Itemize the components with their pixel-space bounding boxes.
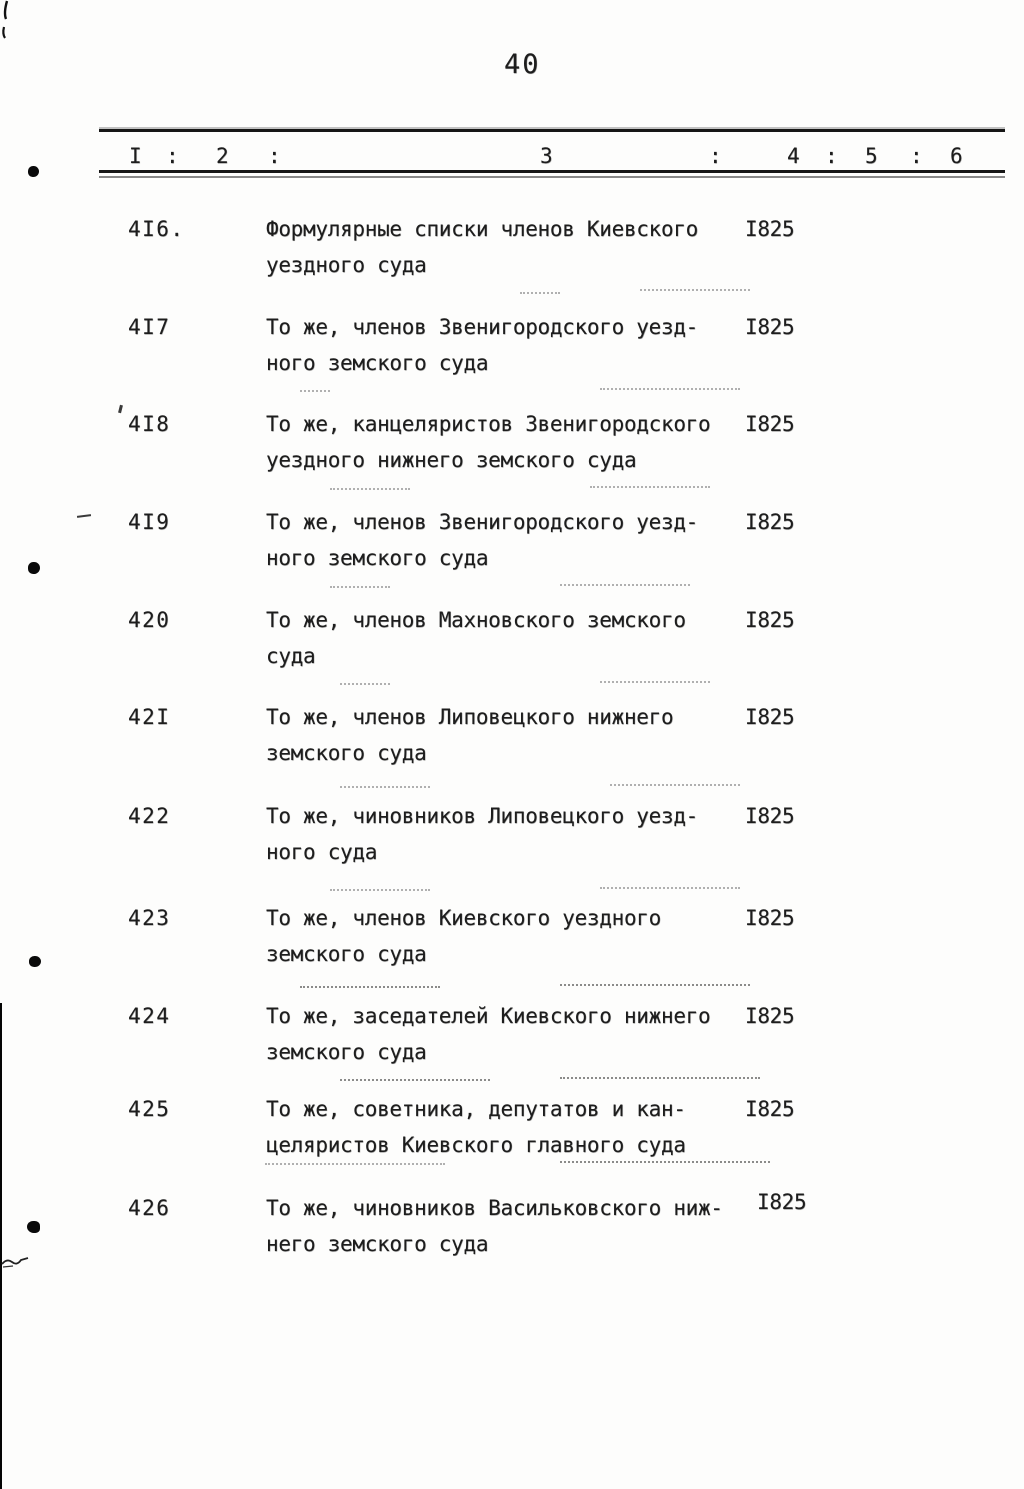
entry-description-line: То же, членов Махновского земского [266, 608, 686, 632]
page-number: 40 [504, 49, 541, 80]
entry-description-line: суда [266, 644, 316, 668]
table-row [0, 602, 1024, 682]
entry-number: 4I7 [128, 315, 171, 339]
entry-year: I825 [745, 705, 795, 729]
scan-noise [600, 887, 740, 889]
entry-description [266, 1190, 723, 1262]
entry-description-line: То же, чиновников Липовецкого уезд- [266, 804, 699, 828]
scan-noise [340, 786, 430, 788]
entry-description [266, 211, 698, 283]
entry-description [266, 406, 710, 478]
pen-stroke-artifact [0, 0, 16, 50]
table-row [0, 211, 1024, 291]
column-header-5: 5 [865, 144, 878, 168]
entry-description [266, 504, 698, 576]
entry-year: I825 [745, 315, 795, 339]
entry-description-line: То же, канцеляристов Звенигородского [266, 412, 711, 436]
column-header-3: 3 [540, 144, 553, 168]
entry-description [266, 798, 698, 870]
table-row [0, 309, 1024, 389]
entry-description [266, 309, 698, 381]
ink-dot-artifact [28, 562, 40, 574]
column-header-2: 2 [216, 144, 229, 168]
entry-description-line: То же, членов Звенигородского уезд- [266, 315, 699, 339]
table-row [0, 798, 1024, 878]
table-row [0, 406, 1024, 486]
entry-year: I825 [745, 804, 795, 828]
scan-noise [300, 986, 440, 988]
entry-description-line: земского суда [266, 741, 427, 765]
table-header-bottom-rule-echo [99, 176, 1005, 178]
entry-description [266, 602, 686, 674]
entry-number: 420 [128, 608, 171, 632]
entry-description-line: То же, заседателей Киевского нижнего [266, 1004, 711, 1028]
ink-dot-artifact [27, 1221, 40, 1233]
entry-description-line: земского суда [266, 942, 427, 966]
entry-year: I825 [757, 1190, 807, 1214]
entry-description-line: То же, членов Звенигородского уезд- [266, 510, 699, 534]
column-divider-colon: : [166, 144, 179, 168]
entry-number: 4I9 [128, 510, 171, 534]
entry-number: 422 [128, 804, 171, 828]
entry-year: I825 [745, 608, 795, 632]
table-row [0, 1091, 1024, 1171]
entry-description [266, 1091, 686, 1163]
scan-noise [340, 683, 390, 685]
scan-noise [330, 488, 410, 490]
scan-noise [610, 784, 740, 786]
scan-noise [640, 289, 750, 291]
entry-description-line: Формулярные списки членов Киевского [266, 217, 699, 241]
column-divider-colon: : [825, 144, 838, 168]
entry-description-line: земского суда [266, 1040, 427, 1064]
column-header-I: I [129, 144, 142, 168]
pen-squiggle-artifact [1, 1253, 31, 1269]
scan-noise [560, 1161, 770, 1163]
entry-description-line: То же, советника, депутатов и кан- [266, 1097, 686, 1121]
entry-description [266, 900, 661, 972]
entry-description-line: То же, чиновников Васильковского ниж- [266, 1196, 723, 1220]
scan-noise [300, 390, 330, 392]
entry-description-line: уездного суда [266, 253, 427, 277]
scan-noise [560, 984, 750, 986]
scan-noise [330, 889, 430, 891]
scan-noise [560, 1077, 760, 1079]
entry-description-line: То же, членов Липовецкого нижнего [266, 705, 674, 729]
entry-description-line: уездного нижнего земского суда [266, 448, 637, 472]
entry-number: 423 [128, 906, 171, 930]
entry-year: I825 [745, 906, 795, 930]
entry-year: I825 [745, 412, 795, 436]
scan-noise [330, 586, 390, 588]
table-row [0, 1190, 1024, 1270]
scan-noise [265, 1163, 445, 1165]
scan-noise [600, 681, 710, 683]
scan-edge-line [0, 1003, 2, 1489]
entry-description [266, 699, 673, 771]
entry-number: 4I8 [128, 412, 171, 436]
scan-noise [560, 584, 690, 586]
ink-dot-artifact [28, 166, 39, 177]
entry-description-line: ного земского суда [266, 546, 489, 570]
column-header-6: 6 [950, 144, 963, 168]
entry-number: 4I6. [128, 217, 185, 241]
entry-year: I825 [745, 217, 795, 241]
column-divider-colon: : [910, 144, 923, 168]
table-row [0, 699, 1024, 779]
table-header-top-rule [99, 129, 1005, 132]
entry-description-line: него земского суда [266, 1232, 489, 1256]
table-row [0, 504, 1024, 584]
entry-description-line: целяристов Киевского главного суда [266, 1133, 686, 1157]
table-row [0, 998, 1024, 1078]
scan-noise [590, 486, 710, 488]
entry-year: I825 [745, 510, 795, 534]
entry-description-line: ного суда [266, 840, 378, 864]
column-header-4: 4 [787, 144, 800, 168]
entry-number: 426 [128, 1196, 171, 1220]
table-row [0, 900, 1024, 980]
scan-noise [340, 1079, 490, 1081]
entry-number: 42I [128, 705, 171, 729]
column-divider-colon: : [268, 144, 281, 168]
table-header-bottom-rule [99, 170, 1005, 173]
entry-number: 424 [128, 1004, 171, 1028]
entry-year: I825 [745, 1097, 795, 1121]
entry-description [266, 998, 710, 1070]
ink-dot-artifact [29, 956, 41, 967]
scan-noise [600, 388, 740, 390]
entry-number: 425 [128, 1097, 171, 1121]
column-divider-colon: : [709, 144, 722, 168]
entry-year: I825 [745, 1004, 795, 1028]
entry-description-line: ного земского суда [266, 351, 489, 375]
entry-description-line: То же, членов Киевского уездного [266, 906, 661, 930]
scan-noise [520, 292, 560, 294]
